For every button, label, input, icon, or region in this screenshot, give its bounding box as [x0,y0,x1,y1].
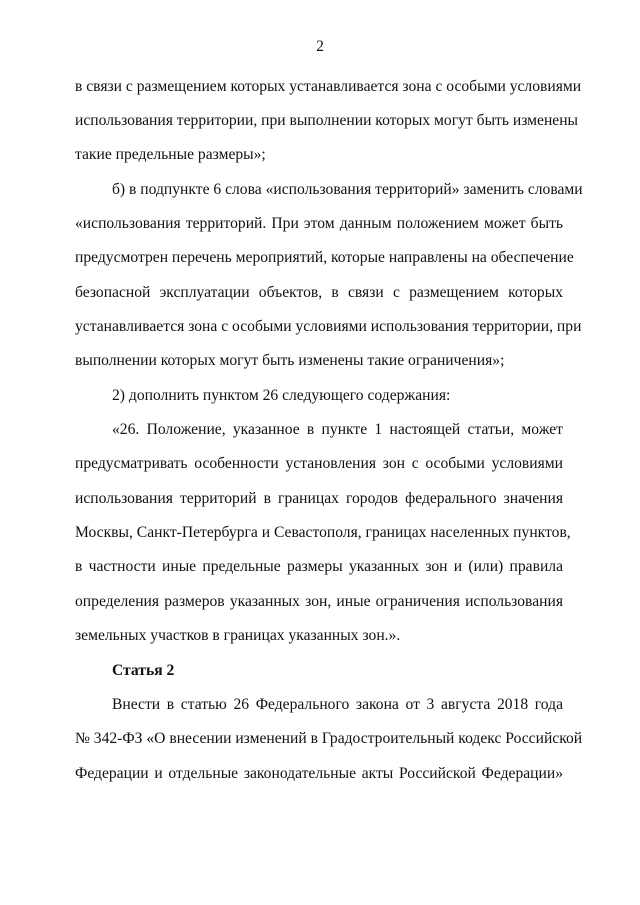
article-heading: Статья 2 [112,662,175,679]
text-line: устанавливается зона с особыми условиями использования территории, при [75,318,582,335]
text-line: в связи с размещением которых устанавливается зона с особыми условиями [75,78,582,95]
page-number: 2 [316,38,324,55]
text-line: использования территорий в границах городов федерального значения [75,490,563,507]
text-line: выполнении которых могут быть изменены такие ограничения»; [75,352,505,369]
text-line: «использования территорий. При этом данным положением может быть [75,215,563,232]
text-line: предусмотрен перечень мероприятий, которые направлены на обеспечение [75,249,574,266]
text-line: Москвы, Санкт-Петербурга и Севастополя, границах населенных пунктов, [75,524,571,541]
text-line: 2) дополнить пунктом 26 следующего содержания: [112,387,451,404]
text-line: безопасной эксплуатации объектов, в связи с размещением которых [75,284,563,301]
text-line: Федерации и отдельные законодательные акты Российской Федерации» [75,765,563,782]
text-line: в частности иные предельные размеры указанных зон и (или) правила [75,558,563,575]
text-line: б) в подпункте 6 слова «использования территорий» заменить словами [112,181,583,198]
text-line: «26. Положение, указанное в пункте 1 настоящей статьи, может [112,421,563,438]
text-line: Внести в статью 26 Федерального закона от 3 августа 2018 года [112,696,563,713]
text-line: № 342-ФЗ «О внесении изменений в Градостроительный кодекс Российской [75,730,583,747]
text-line: такие предельные размеры»; [75,146,266,163]
text-line: предусматривать особенности установления зон с особыми условиями [75,455,563,472]
text-line: определения размеров указанных зон, иные ограничения использования [75,593,563,610]
text-line: земельных участков в границах указанных зон.». [75,627,401,644]
text-line: использования территории, при выполнении которых могут быть изменены [75,112,579,129]
